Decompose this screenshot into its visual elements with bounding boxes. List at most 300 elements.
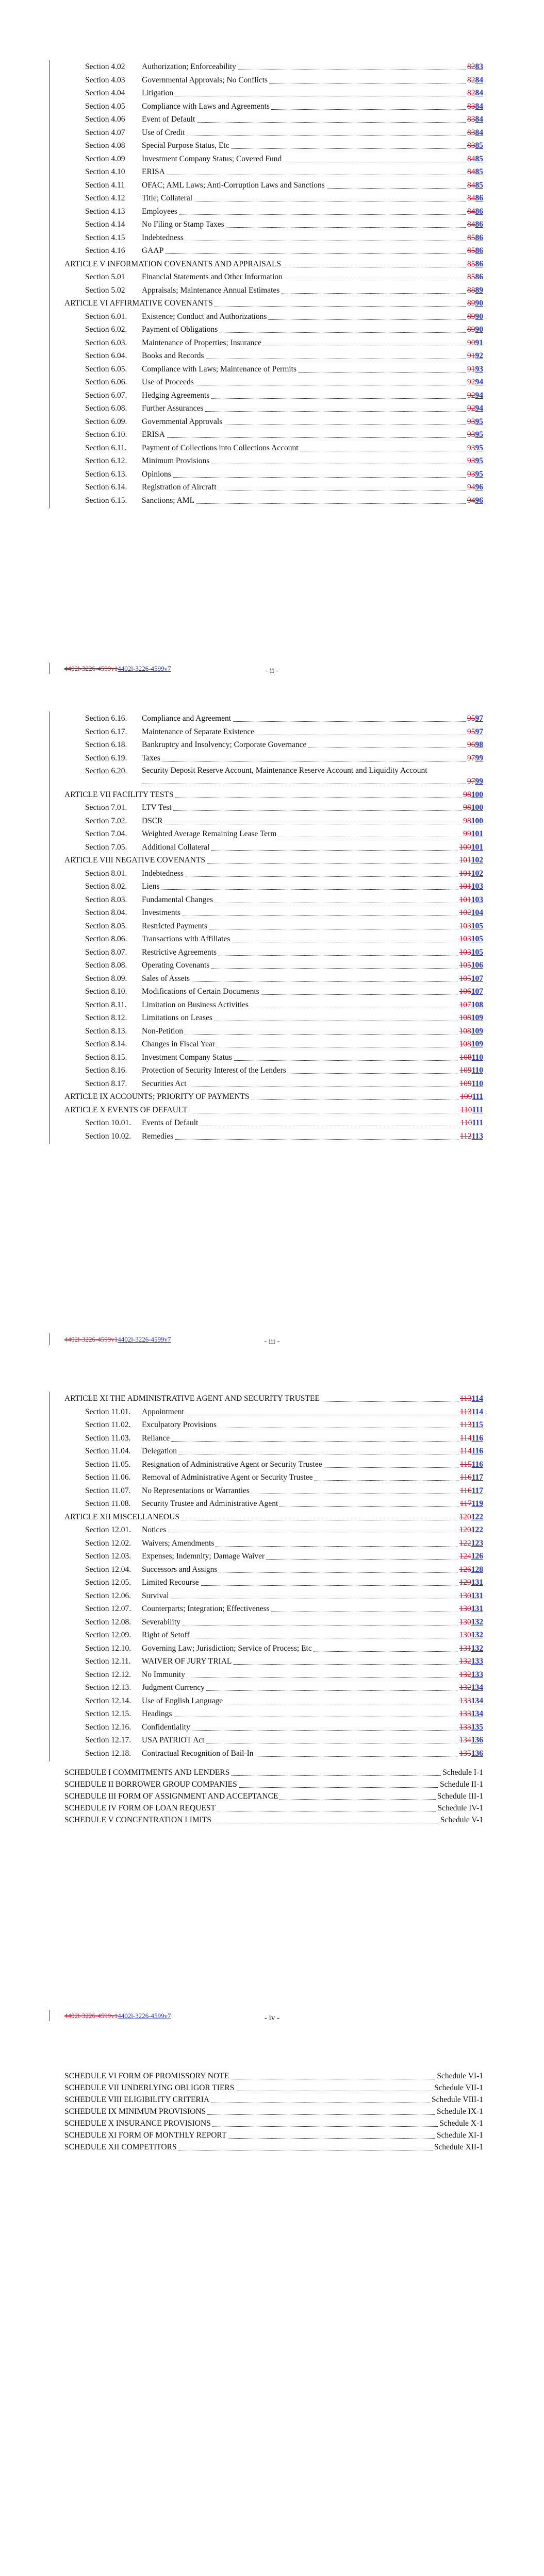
article-title: ARTICLE VII FACILITY TESTS xyxy=(64,790,175,800)
page-ref xyxy=(466,403,483,414)
dot-leader xyxy=(142,1677,483,1678)
page-ref-deleted: 116 xyxy=(459,1473,472,1482)
page-ref-deleted: 84 xyxy=(467,180,475,190)
page-ref xyxy=(458,1000,484,1010)
toc-section-entry[interactable] xyxy=(85,207,483,217)
toc-article-entry[interactable] xyxy=(64,1394,483,1404)
section-title: LTV Test xyxy=(142,803,173,813)
page-ref-inserted: 117 xyxy=(471,1486,483,1495)
page-ref-inserted: 110 xyxy=(471,1066,483,1075)
page-ref xyxy=(458,1525,484,1535)
toc-section-entry[interactable] xyxy=(85,1538,483,1549)
section-title: Governing Law; Jurisdiction; Service of Process; Etc xyxy=(142,1643,314,1654)
page-ref-deleted: 93 xyxy=(467,430,475,439)
toc-section-entry[interactable] xyxy=(85,377,483,387)
page-ref-deleted: 89 xyxy=(467,312,475,321)
page-ref-inserted: 109 xyxy=(471,1026,483,1036)
section-title: Security Deposit Reserve Account, Maintenance Reserve Account and Liquidity Account xyxy=(142,766,443,775)
page-ref-inserted: 116 xyxy=(471,1447,483,1455)
toc-section-entry[interactable] xyxy=(85,246,483,256)
section-number: Section 4.10 xyxy=(85,167,125,176)
page-ref-deleted: 94 xyxy=(467,483,475,492)
toc-section-entry[interactable] xyxy=(85,496,483,506)
toc-section-entry[interactable] xyxy=(85,803,483,813)
page-ref xyxy=(466,272,483,282)
section-title: Resignation of Administrative Agent or Security Trustee xyxy=(142,1460,324,1470)
dot-leader xyxy=(142,1034,483,1035)
section-number: Section 4.07 xyxy=(85,128,125,137)
toc-section-entry[interactable] xyxy=(85,842,483,853)
page-ref-inserted: 105 xyxy=(471,921,483,930)
section-number: Section 8.02. xyxy=(85,882,127,891)
section-title: Judgment Currency xyxy=(142,1683,206,1693)
toc-section-entry[interactable] xyxy=(85,1551,483,1562)
document-id-inserted: 4402l-3226-4599v7 xyxy=(118,2012,171,2020)
page-ref xyxy=(458,1420,483,1430)
page-ref-deleted: 105 xyxy=(459,974,471,983)
schedule-title: SCHEDULE IV FORM OF LOAN REQUEST xyxy=(64,1803,217,1814)
section-title: Contractual Recognition of Bail-In xyxy=(142,1749,255,1759)
toc-article-entry[interactable] xyxy=(64,259,483,269)
page-ref xyxy=(466,364,483,375)
toc-section-entry[interactable] xyxy=(85,1026,483,1037)
page-ref-inserted: 131 xyxy=(471,1591,483,1600)
section-title: Protection of Security Interest of the Lenders xyxy=(142,1065,288,1076)
toc-section-entry[interactable] xyxy=(85,1118,483,1128)
page-ref-inserted: 136 xyxy=(471,1736,483,1744)
toc-article-entry[interactable] xyxy=(64,298,483,309)
toc-schedule-entry[interactable] xyxy=(64,2142,483,2153)
page-ref xyxy=(466,714,483,724)
page-ref-inserted: 133 xyxy=(471,1657,483,1666)
page-ref xyxy=(466,233,483,243)
page-ref-inserted: 133 xyxy=(471,1670,483,1679)
page-ref-deleted: 133 xyxy=(459,1696,471,1705)
toc-section-entry[interactable] xyxy=(85,882,483,892)
toc-section-entry[interactable] xyxy=(85,1131,483,1142)
article-title: ARTICLE VI AFFIRMATIVE COVENANTS xyxy=(64,298,215,309)
section-number: Section 12.01. xyxy=(85,1526,131,1534)
page-ref xyxy=(461,829,483,839)
dot-leader xyxy=(142,981,483,982)
page-ref xyxy=(466,193,483,204)
toc-schedule-entry[interactable] xyxy=(64,1768,483,1778)
toc-section-entry[interactable] xyxy=(85,1591,483,1601)
toc-section-entry[interactable] xyxy=(85,1643,483,1654)
page-ref-deleted: 91 xyxy=(467,351,475,360)
page-ref xyxy=(458,1065,483,1076)
toc-section-entry[interactable] xyxy=(85,1565,483,1575)
toc-section-entry[interactable] xyxy=(85,974,483,984)
toc-section-entry[interactable] xyxy=(85,1525,483,1535)
toc-section-entry[interactable] xyxy=(85,1696,483,1706)
toc-section-entry[interactable] xyxy=(85,1630,483,1640)
toc-section-entry[interactable] xyxy=(85,469,483,480)
toc-section-entry[interactable] xyxy=(85,1578,483,1588)
page-ref-deleted: 132 xyxy=(459,1657,471,1666)
toc-section-entry[interactable] xyxy=(85,714,483,724)
page-ref-deleted: 95 xyxy=(467,714,475,723)
toc-section-entry[interactable] xyxy=(85,154,483,164)
toc-section-entry[interactable] xyxy=(85,233,483,243)
toc-section-entry[interactable] xyxy=(85,766,483,787)
toc-section-entry[interactable] xyxy=(85,1079,483,1089)
page-ref xyxy=(458,974,484,984)
page-ref-inserted: 103 xyxy=(471,882,483,891)
toc-schedule-entry[interactable] xyxy=(64,2095,483,2105)
toc-section-entry[interactable] xyxy=(85,753,483,764)
page-ref-deleted: 114 xyxy=(459,1447,472,1455)
section-number: Section 8.12. xyxy=(85,1013,127,1022)
page-ref-deleted: 101 xyxy=(459,882,471,891)
toc-article-entry[interactable] xyxy=(64,1105,483,1115)
toc-section-entry[interactable] xyxy=(85,934,483,944)
document-id-inserted: 4402l-3226-4599v7 xyxy=(118,1335,171,1343)
toc-schedule-entry[interactable] xyxy=(64,1803,483,1814)
toc-section-entry[interactable] xyxy=(85,325,483,335)
toc-section-entry[interactable] xyxy=(85,1013,483,1023)
section-number: Section 11.07. xyxy=(85,1486,131,1495)
page-ref-deleted: 93 xyxy=(467,417,475,426)
page-ref-deleted: 82 xyxy=(467,89,475,97)
page-ref-inserted: 122 xyxy=(471,1512,483,1521)
page-ref xyxy=(458,1735,484,1745)
section-title: Sales of Assets xyxy=(142,974,191,984)
toc-article-entry[interactable] xyxy=(64,790,483,800)
toc-section-entry[interactable] xyxy=(85,128,483,138)
section-title: Modifications of Certain Documents xyxy=(142,987,261,997)
toc-section-entry[interactable] xyxy=(85,1499,483,1509)
page-ref-inserted: 95 xyxy=(475,469,483,479)
page-ref-deleted: 124 xyxy=(459,1552,471,1561)
page-ref-deleted: 97 xyxy=(467,753,475,762)
section-title: Use of English Language xyxy=(142,1696,224,1706)
page-ref-inserted: 111 xyxy=(472,1092,483,1101)
section-title: No Filing or Stamp Taxes xyxy=(142,219,226,230)
toc-section-entry[interactable] xyxy=(85,1000,483,1010)
page-ref xyxy=(466,88,483,98)
page-ref-inserted: 110 xyxy=(471,1079,483,1088)
article-title: ARTICLE X EVENTS OF DEFAULT xyxy=(64,1105,189,1115)
section-number: Section 12.12. xyxy=(85,1670,131,1679)
section-title: No Representations or Warranties xyxy=(142,1486,251,1496)
section-number: Section 12.17. xyxy=(85,1736,131,1744)
page-ref xyxy=(458,908,484,918)
toc-section-entry[interactable] xyxy=(85,1420,483,1430)
toc-section-entry[interactable] xyxy=(85,727,483,737)
section-title: Expenses; Indemnity; Damage Waiver xyxy=(142,1551,266,1562)
page-ref xyxy=(466,377,483,387)
section-number: Section 12.04. xyxy=(85,1565,131,1574)
toc-section-entry[interactable] xyxy=(85,1433,483,1444)
schedule-ref: Schedule IX-1 xyxy=(435,2107,483,2117)
toc-section-entry[interactable] xyxy=(85,987,483,997)
page-ref xyxy=(466,391,483,401)
toc-section-entry[interactable] xyxy=(85,1656,483,1667)
section-number: Section 8.17. xyxy=(85,1079,127,1088)
page-ref xyxy=(466,180,483,191)
schedule-title: SCHEDULE XII COMPETITORS xyxy=(64,2142,178,2153)
toc-section-entry[interactable] xyxy=(85,180,483,191)
section-title: Appraisals; Maintenance Annual Estimates xyxy=(142,285,281,296)
page-ref xyxy=(466,219,483,230)
page-ref-deleted: 110 xyxy=(460,1118,472,1127)
page-ref-inserted: 86 xyxy=(475,273,483,281)
toc-section-entry[interactable] xyxy=(85,364,483,375)
toc-section-entry[interactable] xyxy=(85,947,483,958)
section-number: Section 6.01. xyxy=(85,312,127,321)
section-title: Sanctions; AML xyxy=(142,496,196,506)
document-id-deleted: 4402l-3226-4599v1 xyxy=(64,1335,118,1343)
page-ref xyxy=(458,1079,483,1089)
toc-section-entry[interactable] xyxy=(85,430,483,440)
section-number: Section 11.03. xyxy=(85,1433,131,1443)
toc-section-entry[interactable] xyxy=(85,921,483,931)
page-ref-deleted: 102 xyxy=(459,908,471,917)
schedule-ref: Schedule III-1 xyxy=(436,1791,483,1802)
article-title: ARTICLE XI THE ADMINISTRATIVE AGENT AND SECURITY TRUSTEE xyxy=(64,1394,321,1404)
schedule-ref: Schedule VI-1 xyxy=(435,2071,483,2081)
page-ref xyxy=(458,1617,484,1628)
toc-schedule-entry[interactable] xyxy=(64,2083,483,2093)
section-title: Remedies xyxy=(142,1131,175,1142)
page-ref xyxy=(466,75,483,86)
section-title: Compliance with Laws and Agreements xyxy=(142,101,271,112)
page-ref-deleted: 131 xyxy=(459,1643,471,1653)
page-ref xyxy=(466,312,483,322)
toc-section-entry[interactable] xyxy=(85,960,483,971)
page-ref-deleted: 103 xyxy=(459,947,471,957)
page-ref-inserted: 94 xyxy=(475,404,483,413)
schedule-title: SCHEDULE I COMMITMENTS AND LENDERS xyxy=(64,1768,231,1778)
toc-section-entry[interactable] xyxy=(85,1407,483,1417)
page-ref-deleted: 126 xyxy=(459,1565,471,1574)
page-ref xyxy=(466,141,483,151)
page-ref xyxy=(461,790,483,800)
toc-section-entry[interactable] xyxy=(85,1722,483,1733)
toc-article-entry[interactable] xyxy=(64,1512,483,1522)
page-ref-inserted: 99 xyxy=(475,753,483,762)
page-ref xyxy=(461,803,483,813)
revision-change-bar xyxy=(49,1392,50,1761)
toc-schedule-entry[interactable] xyxy=(64,2071,483,2081)
page-ref xyxy=(466,351,483,361)
page-ref-inserted: 85 xyxy=(475,180,483,190)
toc-schedule-entry[interactable] xyxy=(64,2130,483,2141)
section-number: Section 4.11 xyxy=(85,180,125,190)
toc-section-entry[interactable] xyxy=(85,1735,483,1745)
section-number: Section 5.01 xyxy=(85,273,125,281)
toc-section-entry[interactable] xyxy=(85,391,483,401)
page-ref-inserted: 122 xyxy=(471,1526,483,1534)
toc-section-entry[interactable] xyxy=(85,740,483,750)
page-ref-inserted: 85 xyxy=(475,141,483,150)
toc-section-entry[interactable] xyxy=(85,114,483,125)
toc-section-entry[interactable] xyxy=(85,272,483,282)
page-ref-deleted: 113 xyxy=(459,1420,472,1429)
page-ref xyxy=(466,417,483,427)
toc-section-entry[interactable] xyxy=(85,62,483,72)
toc-section-entry[interactable] xyxy=(85,1472,483,1483)
section-title: Existence; Conduct and Authorizations xyxy=(142,312,268,322)
toc-section-entry[interactable] xyxy=(85,167,483,177)
revision-change-bar xyxy=(49,711,50,1144)
page-ref-inserted: 115 xyxy=(471,1420,483,1429)
toc-section-entry[interactable] xyxy=(85,285,483,296)
page-ref xyxy=(466,154,483,164)
section-number: Section 6.08. xyxy=(85,404,127,413)
page-ref-inserted: 131 xyxy=(471,1578,483,1587)
section-title: Financial Statements and Other Information xyxy=(142,272,284,282)
page-ref-deleted: 92 xyxy=(467,378,475,386)
schedule-ref: Schedule X-1 xyxy=(438,2119,483,2129)
page-ref-inserted: 107 xyxy=(471,974,483,983)
page-ref-deleted: 114 xyxy=(459,1433,472,1443)
toc-section-entry[interactable] xyxy=(85,338,483,348)
section-number: Section 8.15. xyxy=(85,1053,127,1062)
page-ref-inserted: 107 xyxy=(471,987,483,996)
page-ref-inserted: 116 xyxy=(471,1460,483,1469)
toc-section-entry[interactable] xyxy=(85,312,483,322)
toc-section-entry[interactable] xyxy=(85,1670,483,1680)
toc-schedule-entry[interactable] xyxy=(64,2119,483,2129)
page-ref xyxy=(458,1039,484,1049)
toc-section-entry[interactable] xyxy=(85,1446,483,1456)
section-number: Section 4.13 xyxy=(85,207,125,216)
section-number: Section 4.04 xyxy=(85,89,125,97)
toc-section-entry[interactable] xyxy=(85,829,483,839)
page-ref-inserted: 134 xyxy=(471,1709,483,1718)
toc-section-entry[interactable] xyxy=(85,1039,483,1049)
page-ref xyxy=(466,285,483,296)
page-ref-inserted: 108 xyxy=(471,1000,483,1009)
page-ref-deleted: 93 xyxy=(467,443,475,452)
page-ref-inserted: 92 xyxy=(475,351,483,360)
toc-section-entry[interactable] xyxy=(85,1604,483,1614)
section-title: Registration of Aircraft xyxy=(142,482,218,493)
section-number: Section 8.10. xyxy=(85,987,127,996)
toc-section-entry[interactable] xyxy=(85,88,483,98)
section-title: Litigation xyxy=(142,88,175,98)
toc-section-entry[interactable] xyxy=(85,219,483,230)
page-ref xyxy=(458,842,484,853)
toc-schedule-entry[interactable] xyxy=(64,2107,483,2117)
page-ref xyxy=(458,1630,484,1640)
page-ref-deleted: 92 xyxy=(467,391,475,400)
page-ref xyxy=(459,1118,483,1128)
toc-article-entry[interactable] xyxy=(64,855,483,866)
schedule-title: SCHEDULE VI FORM OF PROMISSORY NOTE xyxy=(64,2071,230,2081)
page-ref-deleted: 82 xyxy=(467,75,475,84)
page-ref-deleted: 105 xyxy=(459,961,471,970)
schedule-ref: Schedule I-1 xyxy=(441,1768,483,1778)
toc-schedule-entry[interactable] xyxy=(64,1815,483,1825)
document-id-deleted: 4402l-3226-4599v1 xyxy=(64,665,118,672)
page-ref xyxy=(458,869,484,879)
section-number: Section 10.02. xyxy=(85,1131,131,1141)
page-ref-inserted: 95 xyxy=(475,456,483,465)
page-ref xyxy=(466,430,483,440)
section-title: Payment of Collections into Collections Account xyxy=(142,443,300,453)
toc-section-entry[interactable] xyxy=(85,456,483,466)
section-number: Section 6.11. xyxy=(85,443,127,452)
section-number: Section 12.05. xyxy=(85,1578,131,1587)
page-ref-deleted: 130 xyxy=(459,1631,471,1639)
toc-schedule-entry[interactable] xyxy=(64,1791,483,1802)
toc-article-entry[interactable] xyxy=(64,1092,483,1102)
page-ref xyxy=(466,259,483,269)
toc-section-entry[interactable] xyxy=(85,75,483,86)
section-title: Maintenance of Properties; Insurance xyxy=(142,338,263,348)
page-ref-inserted: 86 xyxy=(475,220,483,229)
section-title: Limitation on Business Activities xyxy=(142,1000,250,1010)
toc-section-entry[interactable] xyxy=(85,1460,483,1470)
page-ref xyxy=(458,1604,484,1614)
toc-section-entry[interactable] xyxy=(85,895,483,905)
toc-section-entry[interactable] xyxy=(85,101,483,112)
toc-section-entry[interactable] xyxy=(85,443,483,453)
toc-section-entry[interactable] xyxy=(85,482,483,493)
section-number: Section 6.05. xyxy=(85,364,127,374)
section-title: DSCR xyxy=(142,816,164,826)
page-ref xyxy=(466,207,483,217)
toc-section-entry[interactable] xyxy=(85,816,483,826)
toc-section-entry[interactable] xyxy=(85,1749,483,1759)
section-number: Section 12.16. xyxy=(85,1722,131,1732)
toc-section-entry[interactable] xyxy=(85,908,483,918)
section-title: Exculpatory Provisions xyxy=(142,1420,218,1430)
page-ref-inserted: 100 xyxy=(471,803,483,812)
toc-section-entry[interactable] xyxy=(85,141,483,151)
toc-section-entry[interactable] xyxy=(85,403,483,414)
section-title: Use of Proceeds xyxy=(142,377,195,387)
page-ref-inserted: 86 xyxy=(475,207,483,216)
page-ref xyxy=(458,1013,484,1023)
section-number: Section 5.02 xyxy=(85,285,125,295)
section-title: GAAP xyxy=(142,246,165,256)
section-title: Limitations on Leases xyxy=(142,1013,214,1023)
page-ref-deleted: 109 xyxy=(460,1092,472,1101)
section-number: Section 6.07. xyxy=(85,391,127,400)
section-number: Section 10.01. xyxy=(85,1118,131,1127)
toc-section-entry[interactable] xyxy=(85,1617,483,1628)
page-ref-inserted: 102 xyxy=(471,869,483,878)
schedule-title: SCHEDULE IX MINIMUM PROVISIONS xyxy=(64,2107,207,2117)
toc-section-entry[interactable] xyxy=(85,1709,483,1719)
toc-section-entry[interactable] xyxy=(85,1486,483,1496)
section-title: Books and Records xyxy=(142,351,206,361)
page-ref xyxy=(458,1499,483,1509)
toc-section-entry[interactable] xyxy=(85,193,483,204)
page-ref-inserted: 84 xyxy=(475,115,483,124)
toc-section-entry[interactable] xyxy=(85,1683,483,1693)
toc-section-entry[interactable] xyxy=(85,1065,483,1076)
section-number: Section 12.14. xyxy=(85,1696,131,1705)
section-number: Section 8.05. xyxy=(85,921,127,930)
section-number: Section 12.10. xyxy=(85,1643,131,1653)
page-ref-deleted: 135 xyxy=(459,1749,471,1758)
page-ref-inserted: 102 xyxy=(471,856,483,865)
toc-schedule-entry[interactable] xyxy=(64,1780,483,1790)
revision-change-bar xyxy=(49,60,50,509)
toc-section-entry[interactable] xyxy=(85,351,483,361)
section-number: Section 8.07. xyxy=(85,947,127,957)
schedule-title: SCHEDULE III FORM OF ASSIGNMENT AND ACCEPTANCE xyxy=(64,1791,279,1802)
section-number: Section 6.12. xyxy=(85,456,127,465)
toc-section-entry[interactable] xyxy=(85,869,483,879)
toc-section-entry[interactable] xyxy=(85,1053,483,1063)
toc-section-entry[interactable] xyxy=(85,417,483,427)
